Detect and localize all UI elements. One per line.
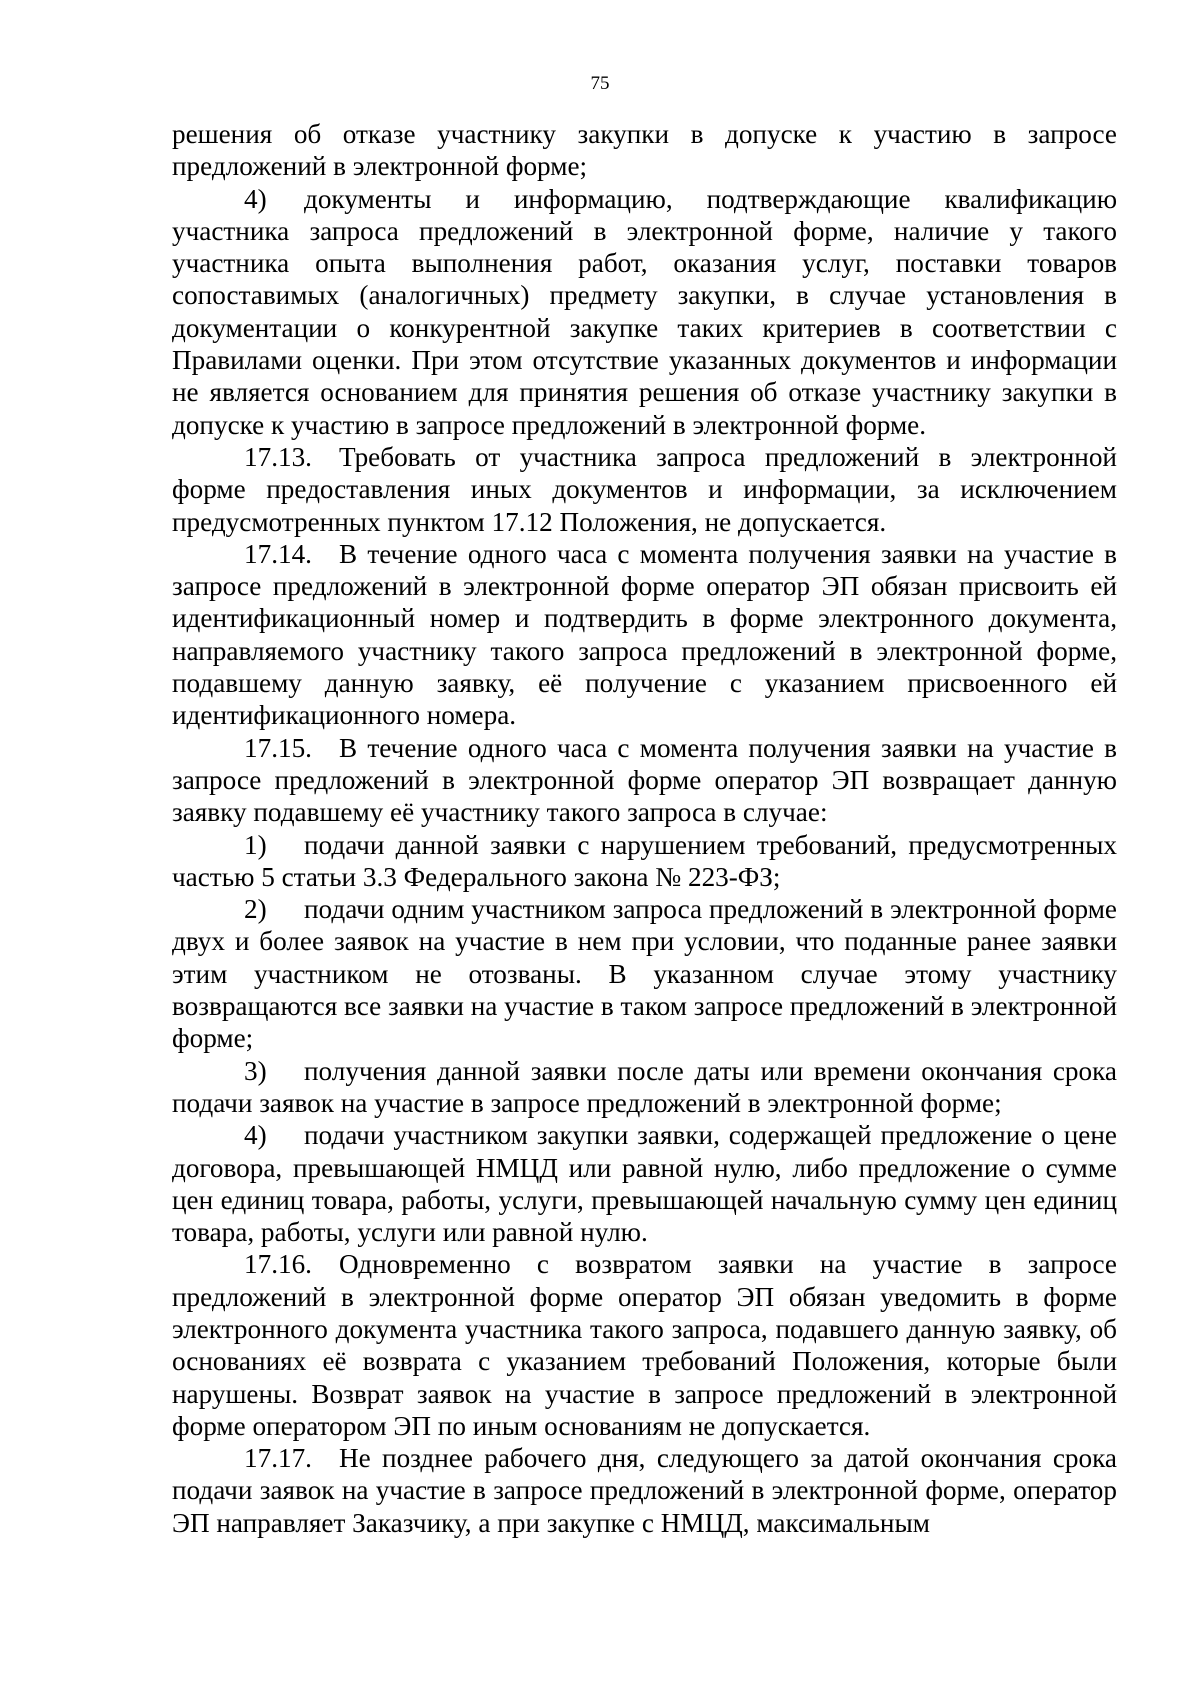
page-number: 75 xyxy=(590,73,610,94)
list-item-3 xyxy=(172,1055,1117,1120)
paragraph-text: получения данной заявки после даты или времени окончания срока подачи заявок на участие в запросе предложений в электронной форме; xyxy=(172,1055,1117,1118)
paragraph-text: документы и информацию, подтверждающие квалификацию участника запроса предложений в электронной форме, наличие у такого участника опыта выполнения работ, оказания услуг, поставки товаров сопоставимых (аналогичных) предмету закупки, в случае установления в документации о конкурентной закупке таких критериев в соответствии с Правилами оценки. При этом отсутствие указанных документов и информации не является основанием для принятия решения об отказе участнику закупки в допуске к участию в запросе предложений в электронной форме. xyxy=(172,183,1117,440)
paragraph-text: решения об отказе участнику закупки в допуске к участию в запросе предложений в электронной форме; xyxy=(172,119,1117,182)
list-item-2 xyxy=(172,893,1117,1054)
list-item-number: 4) xyxy=(244,183,267,214)
list-item-number: 4) xyxy=(244,1120,267,1151)
list-item-number: 1) xyxy=(244,829,267,860)
clause-number: 17.17. xyxy=(244,1443,312,1474)
list-item-1 xyxy=(172,829,1117,894)
clause-number: 17.14. xyxy=(244,538,312,569)
clause-17-13 xyxy=(172,441,1117,538)
paragraph-text: Не позднее рабочего дня, следующего за датой окончания срока подачи заявок на участие в запросе предложений в электронной форме, оператор ЭП направляет Заказчику, а при закупке с НМЦД, максимальным xyxy=(172,1443,1117,1538)
list-item-4-price xyxy=(172,1119,1117,1248)
document-body xyxy=(172,118,1117,1539)
paragraph-text: подачи участником закупки заявки, содержащей предложение о цене договора, превышающей НМЦД или равной нулю, либо предложение о сумме цен единиц товара, работы, услуги, превышающей начальную сумму цен единиц товара, работы, услуги или равной нулю. xyxy=(172,1120,1117,1248)
list-item-number: 3) xyxy=(244,1055,267,1086)
paragraph-continuation xyxy=(172,118,1117,183)
clause-number: 17.16. xyxy=(244,1249,312,1280)
clause-17-16 xyxy=(172,1248,1117,1442)
list-item-4-qualification xyxy=(172,183,1117,441)
paragraph-text: Одновременно с возвратом заявки на участие в запросе предложений в электронной форме оператор ЭП обязан уведомить в форме электронного документа участника такого запроса, подавшего данную заявку, об основаниях её возврата с указанием требований Положения, которые были нарушены. Возврат заявок на участие в запросе предложений в электронной форме оператором ЭП по иным основаниям не допускается. xyxy=(172,1249,1117,1441)
paragraph-text: В течение одного часа с момента получения заявки на участие в запросе предложений в электронной форме оператор ЭП обязан присвоить ей идентификационный номер и подтвердить в форме электронного документа, направляемого участнику такого запроса предложений в электронной форме, подавшему данную заявку, её получение с указанием присвоенного ей идентификационного номера. xyxy=(172,538,1117,731)
paragraph-text: Требовать от участника запроса предложений в электронной форме предоставления иных документов и информации, за исключением предусмотренных пунктом 17.12 Положения, не допускается. xyxy=(172,441,1117,537)
paragraph-text: подачи данной заявки с нарушением требований, предусмотренных частью 5 статьи 3.3 Федерального закона № 223-ФЗ; xyxy=(172,829,1117,892)
clause-number: 17.15. xyxy=(244,732,312,763)
paragraph-text: подачи одним участником запроса предложений в электронной форме двух и более заявок на участие в нем при условии, что поданные ранее заявки этим участником не отозваны. В указанном случае этому участнику возвращаются все заявки на участие в таком запросе предложений в электронной форме; xyxy=(172,894,1117,1054)
list-item-number: 2) xyxy=(244,894,267,925)
clause-17-17 xyxy=(172,1442,1117,1539)
clause-17-15 xyxy=(172,732,1117,829)
clause-number: 17.13. xyxy=(244,441,312,472)
paragraph-text: В течение одного часа с момента получения заявки на участие в запросе предложений в электронной форме оператор ЭП возвращает данную заявку подавшему её участнику такого запроса в случае: xyxy=(172,732,1117,828)
clause-17-14 xyxy=(172,538,1117,732)
